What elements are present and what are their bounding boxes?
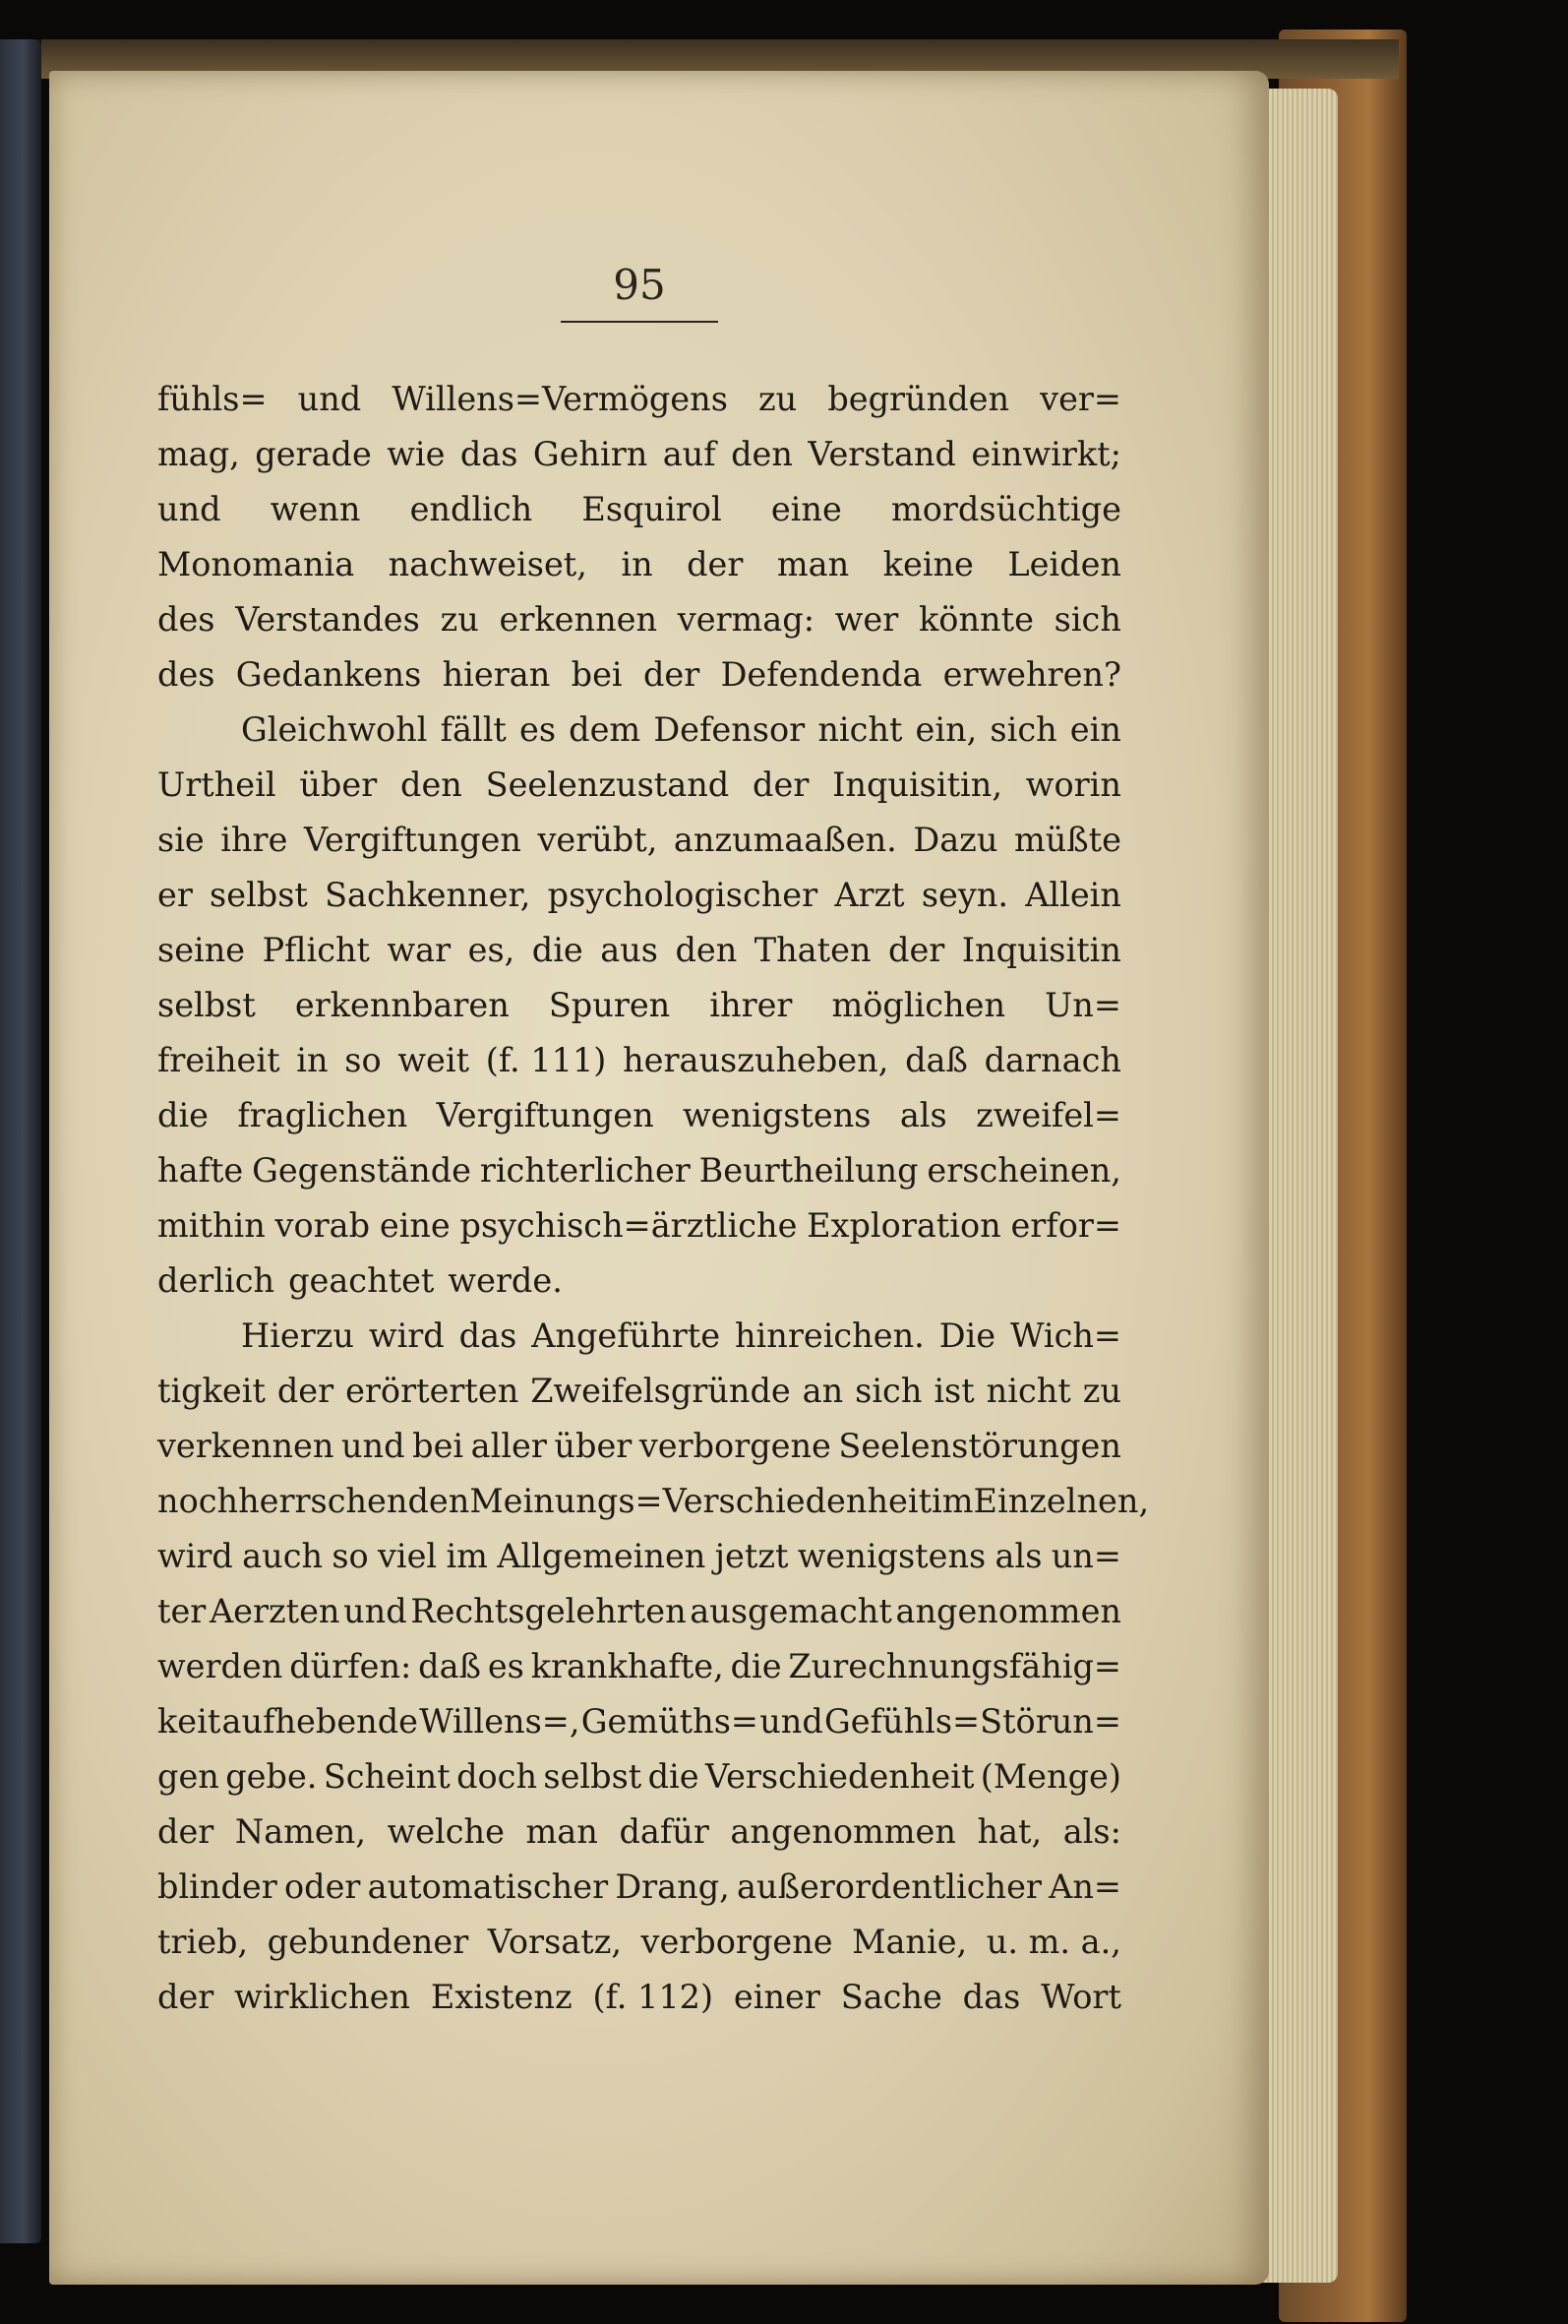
text-line bbox=[157, 758, 1121, 813]
word: jetzt bbox=[714, 1537, 789, 1575]
word: sie bbox=[157, 821, 205, 859]
word: zu bbox=[758, 380, 798, 418]
word: Allein bbox=[1025, 876, 1121, 914]
text-line bbox=[157, 1364, 1121, 1419]
word: möglichen bbox=[831, 986, 1006, 1024]
word: aus bbox=[600, 931, 658, 969]
word: der bbox=[157, 1978, 214, 2016]
word: Gegenstände bbox=[252, 1151, 471, 1190]
word: ver= bbox=[1040, 380, 1121, 418]
word: daß bbox=[905, 1041, 968, 1079]
text-line bbox=[157, 1474, 1150, 1529]
word: den bbox=[675, 931, 738, 969]
word: als bbox=[899, 1096, 947, 1134]
word: begründen bbox=[827, 380, 1010, 418]
word: und bbox=[297, 380, 362, 418]
word: erkennen bbox=[499, 600, 658, 639]
book-cover-left bbox=[0, 39, 41, 2243]
text-line bbox=[157, 1088, 1121, 1143]
word: viel bbox=[377, 1537, 438, 1575]
header-rule bbox=[561, 321, 718, 323]
word: Verstand bbox=[808, 435, 956, 473]
word: seine bbox=[157, 931, 246, 969]
word: es, bbox=[467, 931, 515, 969]
word: anzumaaßen. bbox=[673, 821, 897, 859]
word: gerade bbox=[255, 435, 372, 473]
word: werden bbox=[157, 1647, 283, 1685]
text-line bbox=[157, 427, 1121, 482]
word: Verstandes bbox=[235, 600, 420, 639]
word: es bbox=[487, 1647, 524, 1685]
word: hat, bbox=[977, 1812, 1043, 1851]
word: automatischer bbox=[367, 1867, 609, 1906]
word: über bbox=[299, 765, 378, 804]
text-line bbox=[157, 1639, 1121, 1694]
word: des bbox=[157, 655, 215, 694]
word: Seelenzustand bbox=[485, 765, 730, 804]
page-number: 95 bbox=[613, 261, 666, 309]
word: bei bbox=[571, 655, 623, 694]
word: krankhafte, bbox=[530, 1647, 724, 1685]
word: nachweiset, bbox=[388, 545, 587, 583]
word: Drang, bbox=[615, 1867, 730, 1906]
text-line bbox=[157, 1419, 1121, 1474]
word: den bbox=[400, 765, 462, 804]
word: vorab bbox=[274, 1206, 371, 1245]
word: Einzelnen, bbox=[973, 1482, 1150, 1520]
word: wenigstens bbox=[797, 1537, 987, 1575]
word: bei bbox=[412, 1427, 464, 1465]
word: aller bbox=[470, 1427, 547, 1465]
word: Defensor bbox=[653, 710, 806, 749]
word: ist bbox=[934, 1372, 975, 1410]
word: in bbox=[621, 545, 653, 583]
text-line bbox=[157, 647, 1121, 703]
word: so bbox=[332, 1537, 369, 1575]
word: man bbox=[776, 545, 850, 583]
word: ein, bbox=[915, 710, 978, 749]
word: vermag: bbox=[677, 600, 815, 639]
word: dürfen: bbox=[289, 1647, 412, 1685]
word: erkennbaren bbox=[294, 986, 510, 1024]
text-line bbox=[157, 1254, 1121, 1309]
word: Wort bbox=[1041, 1978, 1121, 2016]
word: Vergiftungen bbox=[436, 1096, 654, 1134]
word: worin bbox=[1025, 765, 1121, 804]
word: das bbox=[962, 1978, 1021, 2016]
word: un= bbox=[1051, 1537, 1121, 1575]
word: Inquisitin, bbox=[832, 765, 1002, 804]
word: das bbox=[459, 435, 518, 473]
word: psychologischer bbox=[547, 876, 818, 914]
word: Zweifelsgründe bbox=[530, 1372, 791, 1410]
word: Urtheil bbox=[157, 765, 276, 804]
word: Willens=, bbox=[419, 1702, 580, 1741]
word: er bbox=[157, 876, 193, 914]
word: wenn bbox=[270, 490, 361, 528]
word: angenommen bbox=[730, 1812, 956, 1851]
word: Rechtsgelehrten bbox=[410, 1592, 687, 1630]
word: trieb, bbox=[157, 1923, 249, 1961]
word: ihrer bbox=[709, 986, 793, 1024]
word: das bbox=[458, 1316, 517, 1355]
text-line bbox=[157, 1309, 1121, 1364]
page-text bbox=[157, 372, 1150, 2025]
text-line bbox=[157, 868, 1121, 923]
word: selbst bbox=[543, 1757, 642, 1796]
text-line bbox=[157, 592, 1121, 647]
word: wenigstens bbox=[683, 1096, 872, 1134]
word: gebundener bbox=[267, 1923, 469, 1961]
word: zu bbox=[440, 600, 479, 639]
word: herrschenden bbox=[238, 1482, 470, 1520]
word: Gedankens bbox=[235, 655, 422, 694]
text-line bbox=[157, 703, 1121, 758]
word: gen bbox=[157, 1757, 219, 1796]
word: u. m. a., bbox=[986, 1923, 1121, 1961]
word: Willens=Vermögens bbox=[392, 380, 728, 418]
word: gebe. bbox=[225, 1757, 318, 1796]
word: der bbox=[753, 765, 810, 804]
word: tigkeit bbox=[157, 1372, 266, 1410]
word: die bbox=[157, 1096, 209, 1134]
word: an bbox=[802, 1372, 844, 1410]
word: Angeführte bbox=[531, 1316, 721, 1355]
word: Sachkenner, bbox=[325, 876, 531, 914]
word: des bbox=[157, 600, 215, 639]
word: weit bbox=[397, 1041, 470, 1079]
word: einwirkt; bbox=[971, 435, 1121, 473]
word: (f. 112) bbox=[592, 1978, 714, 2016]
word: Zurechnungsfähig= bbox=[788, 1647, 1121, 1685]
word: hafte bbox=[157, 1151, 244, 1190]
word: der bbox=[642, 655, 700, 694]
word: sich bbox=[990, 710, 1057, 749]
word: einer bbox=[733, 1978, 820, 2016]
word: Scheint bbox=[323, 1757, 451, 1796]
word: eine bbox=[379, 1206, 451, 1245]
word: man bbox=[525, 1812, 598, 1851]
word: Vorsatz, bbox=[487, 1923, 622, 1961]
word: fühls= bbox=[157, 380, 268, 418]
word: verborgene bbox=[640, 1923, 833, 1961]
text-line bbox=[157, 1033, 1121, 1088]
word: werde. bbox=[448, 1261, 563, 1300]
word: nicht bbox=[986, 1372, 1071, 1410]
word: hieran bbox=[442, 655, 551, 694]
word: Vergiftungen bbox=[303, 821, 521, 859]
word: Aerzten bbox=[209, 1592, 340, 1630]
word: angenommen bbox=[895, 1592, 1121, 1630]
word: (Menge) bbox=[980, 1757, 1121, 1796]
text-line bbox=[157, 1804, 1121, 1860]
text-line bbox=[157, 1198, 1121, 1254]
word: es bbox=[519, 710, 557, 749]
word: eine bbox=[770, 490, 842, 528]
text-line bbox=[157, 1143, 1121, 1198]
word: mag, bbox=[157, 435, 240, 473]
word: als bbox=[995, 1537, 1043, 1575]
word: der bbox=[687, 545, 744, 583]
text-line bbox=[157, 923, 1121, 978]
word: über bbox=[554, 1427, 633, 1465]
word: Exploration bbox=[807, 1206, 1001, 1245]
word: im bbox=[932, 1482, 974, 1520]
word: verkennen bbox=[157, 1427, 334, 1465]
word: Beurtheilung bbox=[698, 1151, 919, 1190]
word: Dazu bbox=[913, 821, 998, 859]
word: Un= bbox=[1045, 986, 1121, 1024]
word: ein bbox=[1069, 710, 1121, 749]
word: oder bbox=[283, 1867, 361, 1906]
word: selbst bbox=[157, 986, 256, 1024]
word: Inquisitin bbox=[961, 931, 1121, 969]
word: verübt, bbox=[537, 821, 658, 859]
word: war bbox=[387, 931, 452, 969]
text-line bbox=[157, 1970, 1121, 2025]
word: ter bbox=[157, 1592, 207, 1630]
text-line bbox=[157, 1694, 1121, 1749]
word: mordsüchtige bbox=[890, 490, 1121, 528]
word: Meinungs=Verschiedenheit bbox=[469, 1482, 933, 1520]
word: sich bbox=[1054, 600, 1121, 639]
word: auch bbox=[242, 1537, 324, 1575]
word: Gemüths= bbox=[580, 1702, 758, 1741]
text-line bbox=[157, 978, 1121, 1033]
word: fällt bbox=[440, 710, 507, 749]
word: Spuren bbox=[548, 986, 671, 1024]
word: außerordentlicher bbox=[737, 1867, 1042, 1906]
word: Gehirn bbox=[532, 435, 648, 473]
word: hinreichen. bbox=[734, 1316, 925, 1355]
word: erwehren? bbox=[942, 655, 1121, 694]
word: erörterten bbox=[345, 1372, 519, 1410]
word: derlich bbox=[157, 1261, 275, 1300]
word: als: bbox=[1062, 1812, 1121, 1851]
word: nicht bbox=[817, 710, 903, 749]
word: der bbox=[157, 1812, 214, 1851]
word: den bbox=[731, 435, 793, 473]
word: wird bbox=[368, 1316, 445, 1355]
word: Leiden bbox=[1007, 545, 1121, 583]
word: Seelenstörungen bbox=[838, 1427, 1121, 1465]
word: Verschiedenheit bbox=[704, 1757, 975, 1796]
word: dem bbox=[569, 710, 641, 749]
word: auf bbox=[662, 435, 716, 473]
word: Arzt bbox=[834, 876, 905, 914]
word: psychisch=ärztliche bbox=[459, 1206, 798, 1245]
word: Manie, bbox=[852, 1923, 968, 1961]
word: der bbox=[276, 1372, 334, 1410]
word: Gefühls=Störun= bbox=[824, 1702, 1121, 1741]
word: erfor= bbox=[1010, 1206, 1121, 1245]
word: Allgemeinen bbox=[497, 1537, 706, 1575]
word: wirklichen bbox=[234, 1978, 411, 2016]
word: doch bbox=[456, 1757, 538, 1796]
word: und bbox=[759, 1702, 823, 1741]
word: erscheinen, bbox=[927, 1151, 1121, 1190]
word: Hierzu bbox=[241, 1316, 354, 1355]
text-line bbox=[157, 1915, 1121, 1970]
word: geachtet bbox=[288, 1261, 435, 1300]
word: dafür bbox=[619, 1812, 709, 1851]
word: die bbox=[647, 1757, 699, 1796]
word: herauszuheben, bbox=[623, 1041, 889, 1079]
word: Defendenda bbox=[720, 655, 923, 694]
text-line bbox=[157, 1584, 1121, 1639]
word: richterlicher bbox=[479, 1151, 691, 1190]
word: die bbox=[730, 1647, 782, 1685]
word: zu bbox=[1082, 1372, 1121, 1410]
text-line bbox=[157, 1529, 1121, 1584]
word: wie bbox=[387, 435, 446, 473]
word: Thaten bbox=[754, 931, 872, 969]
word: ausgemacht bbox=[690, 1592, 892, 1630]
text-line bbox=[157, 813, 1121, 868]
word: keit bbox=[157, 1702, 221, 1741]
word: Sache bbox=[840, 1978, 942, 2016]
word: und bbox=[340, 1427, 405, 1465]
text-line bbox=[157, 1749, 1121, 1804]
word: blinder bbox=[157, 1867, 277, 1906]
word: müßte bbox=[1013, 821, 1121, 859]
word: selbst bbox=[210, 876, 308, 914]
text-line bbox=[157, 372, 1121, 427]
word: Gleichwohl bbox=[241, 710, 428, 749]
word: zweifel= bbox=[976, 1096, 1121, 1134]
word: wer bbox=[834, 600, 899, 639]
word: verborgene bbox=[638, 1427, 831, 1465]
text-line bbox=[157, 537, 1121, 592]
word: darnach bbox=[984, 1041, 1121, 1079]
word: der bbox=[888, 931, 945, 969]
word: Namen, bbox=[234, 1812, 366, 1851]
word: sich bbox=[855, 1372, 923, 1410]
word: freiheit bbox=[157, 1041, 280, 1079]
word: aufhebende bbox=[221, 1702, 418, 1741]
word: wird bbox=[157, 1537, 233, 1575]
word: so bbox=[344, 1041, 382, 1079]
word: in bbox=[296, 1041, 329, 1079]
word: Die bbox=[938, 1316, 996, 1355]
word: (f. 111) bbox=[485, 1041, 607, 1079]
word: und bbox=[157, 490, 221, 528]
word: mithin bbox=[157, 1206, 266, 1245]
word: keine bbox=[882, 545, 974, 583]
text-line bbox=[157, 482, 1121, 537]
word: könnte bbox=[919, 600, 1034, 639]
word: fraglichen bbox=[237, 1096, 408, 1134]
word: seyn. bbox=[921, 876, 1009, 914]
word: Existenz bbox=[430, 1978, 573, 2016]
word: im bbox=[446, 1537, 488, 1575]
word: und bbox=[343, 1592, 407, 1630]
word: noch bbox=[157, 1482, 239, 1520]
text-line bbox=[157, 1860, 1121, 1915]
word: welche bbox=[387, 1812, 505, 1851]
word: Pflicht bbox=[262, 931, 371, 969]
word: Wich= bbox=[1010, 1316, 1121, 1355]
word: die bbox=[531, 931, 583, 969]
word: ihre bbox=[220, 821, 288, 859]
word: daß bbox=[418, 1647, 481, 1685]
word: Esquirol bbox=[581, 490, 722, 528]
word: Monomania bbox=[157, 545, 355, 583]
word: An= bbox=[1049, 1867, 1121, 1906]
word: endlich bbox=[409, 490, 533, 528]
